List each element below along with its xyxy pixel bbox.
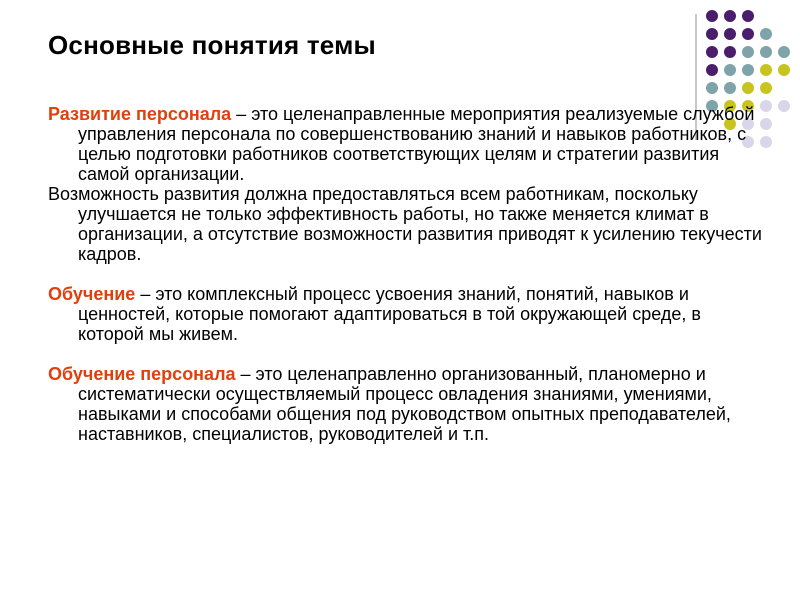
decorative-dot (742, 64, 754, 76)
decorative-dot (706, 28, 718, 40)
slide-title: Основные понятия темы (48, 30, 376, 60)
decorative-dot (742, 82, 754, 94)
decorative-dot (760, 82, 772, 94)
decorative-dot (724, 28, 736, 40)
term-label: Развитие персонала (48, 104, 232, 124)
decorative-dot (778, 46, 790, 58)
paragraph-text: Возможность развития должна предоставляться всем работникам, поскольку улучшается не только эффективность работы, но также меняется климат в организации, а отсутствие возможности развития приводят к усилению текучести кадров. (48, 184, 762, 264)
term-label: Обучение (48, 284, 136, 304)
definition-text: – это целенаправленные мероприятия реализуемые службой управления персонала по совершенствованию знаний и навыков работников, с целью подготовки работников соответствующих целям и стратегии развития самой организации. (78, 104, 755, 184)
decorative-dot (724, 10, 736, 22)
decorative-dot (724, 64, 736, 76)
decorative-dot (706, 46, 718, 58)
decorative-dot (760, 46, 772, 58)
decorative-dot (778, 100, 790, 112)
decorative-dot (706, 10, 718, 22)
decorative-dot (760, 64, 772, 76)
decorative-dot (742, 46, 754, 58)
decorative-dot (724, 46, 736, 58)
decorative-dot (778, 64, 790, 76)
slide-content (48, 104, 768, 444)
definition-training (48, 284, 768, 344)
decorative-dot (706, 64, 718, 76)
paragraph-development-opportunity (48, 184, 768, 264)
definition-personnel-training (48, 364, 768, 444)
decorative-dot (724, 82, 736, 94)
term-label: Обучение персонала (48, 364, 236, 384)
definition-personnel-development (48, 104, 768, 184)
decorative-dot (706, 82, 718, 94)
decorative-dot (742, 10, 754, 22)
definition-text: – это целенаправленно организованный, планомерно и систематически осуществляемый процесс овладения знаниями, умениями, навыками и способами общения под руководством опытных преподавателей, наставников, специалистов, руководителей и т.п. (78, 364, 731, 444)
definition-text: – это комплексный процесс усвоения знаний, понятий, навыков и ценностей, которые помогают адаптироваться в той окружающей среде, в которой мы живем. (78, 284, 701, 344)
decorative-dot (760, 28, 772, 40)
decorative-dot (742, 28, 754, 40)
